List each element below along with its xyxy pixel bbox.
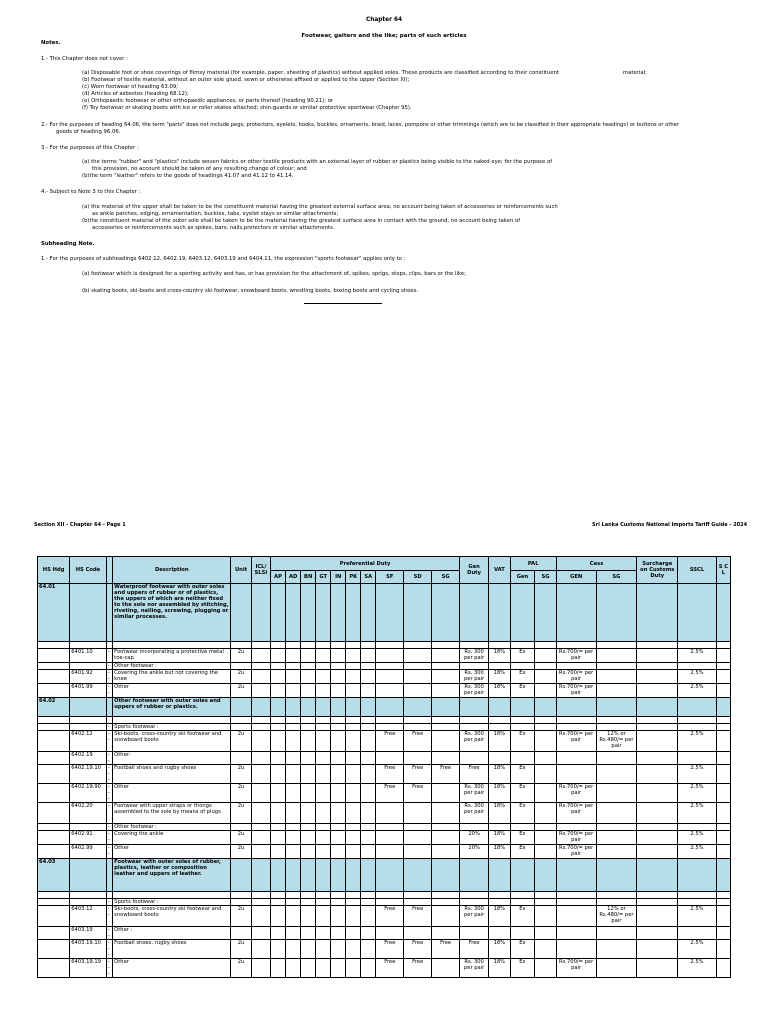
hs-code-cell: 6401.10 [70, 649, 107, 663]
note-3a: (a) the terms "rubber" and "plastics" include woven fabrics or other textile products with an external layer of rubber or plastics being visible to the naked eye; for the purpose of [82, 159, 553, 165]
col-bn: BN [301, 571, 316, 584]
description-cell: Other footwear : [113, 663, 231, 670]
hs-code-cell: 6402.12 [70, 731, 107, 752]
col-pal: PAL [510, 557, 556, 571]
table-row: - Sports footwear : [38, 899, 731, 906]
table-body [38, 584, 731, 978]
col-unit: Unit [231, 557, 251, 584]
table-row: 6403.12 -- Ski-boots, cross-country ski footwear and snowboard boots 2u Free Free Rs. 300 per pair 18% Ex 12% or Rs.480/= per pair 2.5% [38, 906, 731, 927]
col-cess: Cess [556, 557, 637, 571]
col-pk: PK [346, 571, 361, 584]
footer-right: Sri Lanka Customs National Imports Tariff Guide - 2024 [592, 522, 748, 528]
table-row: 6403.19 -- Other : [38, 927, 731, 940]
col-sa: SA [361, 571, 376, 584]
col-surcharge: Surcharge on Customs Duty [637, 557, 678, 584]
table-row: 6401.99 -- Other 2u Rs. 300 per pair 18% Ex Rs.700/= per pair 2.5% [38, 684, 731, 698]
note-1c: (c) Worn footwear of heading 63.09; [82, 84, 178, 90]
col-description: Description [113, 557, 231, 584]
chapter-title: Chapter 64 [365, 17, 403, 23]
col-preferential-duty: Preferential Duty [271, 557, 460, 571]
note-1f: (f) Toy footwear or skating boots with ice or roller skates attached; shin-guards or similar protective sportwear (Chapter 95). [82, 105, 412, 111]
note-4b-cont: accessories or reinforcements such as spikes, bars, nails,protectors or similar attachments. [92, 225, 335, 231]
tariff-table [37, 556, 731, 978]
hs-code-cell: 6401.99 [70, 684, 107, 698]
table-row: 6402.99 -- Other 2u 20% 18% Ex Rs.700/= per pair 2.5% [38, 845, 731, 859]
table-row: 6402.12 -- Ski-boots, cross-country ski footwear and snowboard boots 2u Free Free Rs. 300 per pair 18% Ex Rs.700/= per pair 12% or Rs.480/= per pair 2.5% [38, 731, 731, 752]
description-cell: Sports footwear : [113, 899, 231, 906]
table-header [38, 557, 731, 584]
table-row-heading [38, 584, 731, 642]
hs-code-cell: 6402.99 [70, 845, 107, 859]
table-row: - Other footwear : [38, 663, 731, 670]
description-cell: Covering the ankle [113, 831, 231, 845]
heading-number: 64.02 [38, 698, 70, 717]
table-row: 6402.19.10 --- Football shoes and rugby shoes 2u Free Free Free Free 18% Ex 2.5% [38, 765, 731, 784]
note-3b: (b)the term "leather" refers to the goods of headings 41.07 and 41.12 to 41.14. [82, 173, 294, 179]
description-cell: Ski-boots, cross-country ski footwear and snowboard boots [113, 731, 231, 752]
col-pal-sg: SG [535, 571, 556, 584]
hs-code-cell: 6402.19.90 [70, 784, 107, 803]
description-cell: Other [113, 845, 231, 859]
note-1-intro: 1.- This Chapter does not cover : [41, 56, 128, 62]
col-hs-hdg: HS Hdg [38, 557, 70, 584]
table-row: 6402.20 - Footwear with upper straps or thongs assembled to the sole by means of plugs 2u Rs. 300 per pair 18% Ex Rs.700/= per pair 2.5% [38, 803, 731, 824]
note-1e: (e) Orthopaedic footwear or other orthopaedic appliances, or parts thereof (heading 90.21); or [82, 98, 334, 104]
col-pal-gen: Gen [510, 571, 535, 584]
table-row: 6401.10 - Footwear incorporating a protective metal toe-cap 2u Rs. 300 per pair 18% Ex Rs.700/= per pair 2.5% [38, 649, 731, 663]
note-1d: (d) Articles of asbestos (heading 68.12); [82, 91, 189, 97]
description-cell: Covering the ankle but not covering the knee [113, 670, 231, 684]
table-row: 6401.92 -- Covering the ankle but not covering the knee 2u Rs. 300 per pair 18% Ex Rs.700/= per pair 2.5% [38, 670, 731, 684]
description-cell: Other [113, 684, 231, 698]
subheading-note-1a: (a) footwear which is designed for a sporting activity and has, or has provision for the attachment of, spikes, sprigs, stops, clips, bars or the like; [82, 271, 466, 277]
col-sf: SF [376, 571, 404, 584]
description-cell: Other [113, 784, 231, 803]
table-row: 6403.19.19 --- Other 2u Free Free Rs. 300 per pair 18% Ex Rs.700/= per pair 2.5% [38, 959, 731, 978]
note-3a-cont: this provision, no account should be taken of any resulting change of colour; and [92, 166, 307, 172]
table-row-spacer [38, 642, 731, 649]
note-2: 2.- For the purposes of heading 64.06, the term "parts" does not include pegs, protectors, eyelets, hooks, buckles, ornaments, braid, laces, pompons or other trimmings (which are to be classified in their appropriate headings) or buttons or other [41, 122, 679, 128]
col-scl: S C L [716, 557, 730, 584]
description-cell: Football shoes and rugby shoes [113, 765, 231, 784]
note-1a: (a) Disposable foot or shoe coverings of flimsy material (for example, paper, sheeting of plastics) without applied soles. These products are classified according to their constituent [82, 70, 560, 76]
note-4a: (a) the material of the upper shall be taken to be the constituent material having the greatest external surface area, no account being taken of accessories or reinforcements such [82, 204, 558, 210]
col-ad: AD [286, 571, 301, 584]
col-in: IN [331, 571, 346, 584]
description-cell: Footwear incorporating a protective metal toe-cap [113, 649, 231, 663]
note-1b: (b) Footwear of textile material, without an outer sole glued, sewn or otherwise affixed or applied to the upper (Section XI); [82, 77, 410, 83]
col-sd: SD [404, 571, 432, 584]
table-row: 6402.19.90 --- Other 2u Free Free Rs. 300 per pair 18% Ex Rs.700/= per pair 2.5% [38, 784, 731, 803]
col-gt: GT [316, 571, 331, 584]
description-cell: Other : [113, 927, 231, 940]
table-row-spacer [38, 892, 731, 899]
col-sg: SG [432, 571, 460, 584]
col-sscl: SSCL [678, 557, 717, 584]
heading-description: Other footwear with outer soles and uppers of rubber or plastics. [113, 698, 231, 717]
description-cell: Other: [113, 752, 231, 765]
heading-description: Waterproof footwear with outer soles and uppers of rubber or of plastics, the uppers of which are neither fixed to the sole nor assembled by stitching, riveting, nailing, screwing, plugging or similar processes. [113, 584, 231, 642]
table-row: 6402.91 -- Covering the ankle 2u 20% 18% Ex Rs.700/= per pair 2.5% [38, 831, 731, 845]
subheading-note-1b: (b) skating boots, ski-boots and cross-country ski footwear, snowboard boots, wrestling boots, boxing boots and cycling shoes. [82, 288, 419, 294]
heading-number: 64.01 [38, 584, 70, 642]
note-2-cont: goods of heading 96.06. [56, 129, 121, 135]
hs-code-cell: 6402.91 [70, 831, 107, 845]
note-4a-cont: as ankle patches, edging, ornamentation, buckles, tabs, eyelet stays or similar attachments; [92, 211, 339, 217]
col-icl: ICL/ SLSI [251, 557, 270, 584]
description-cell: Other footwear : [113, 824, 231, 831]
col-vat: VAT [489, 557, 510, 584]
col-ap: AP [271, 571, 286, 584]
description-cell: Ski-boots, cross-country ski footwear and snowboard boots [113, 906, 231, 927]
hs-code-cell: 6403.12 [70, 906, 107, 927]
hs-code-cell: 6403.19 [70, 927, 107, 940]
heading-description: Footwear with outer soles of rubber, plastics, leather or composition leather and uppers of leather. [113, 859, 231, 892]
table-row: 6402.19 -- Other: [38, 752, 731, 765]
note-3-intro: 3.- For the purposes of this Chapter : [41, 145, 139, 151]
hs-code-cell: 6402.19.10 [70, 765, 107, 784]
description-cell: Sports footwear : [113, 724, 231, 731]
table-row: - Other footwear : [38, 824, 731, 831]
subheading-note-1: 1.- For the purposes of subheadings 6402.12, 6402.19, 6403.12, 6403.19 and 6404.11, the expression "sports footwear" applies only to : [41, 256, 406, 262]
footer-left: Section XII - Chapter 64 - Page 1 [34, 522, 126, 528]
hs-code-cell: 6402.20 [70, 803, 107, 824]
hs-code-cell: 6403.19.19 [70, 959, 107, 978]
table-row: 6403.19.10 --- Football shoes, rugby shoes 2u Free Free Free Free 18% Ex 2.5% [38, 940, 731, 959]
hs-code-cell: 6401.92 [70, 670, 107, 684]
notes-heading: Notes. [41, 40, 61, 46]
section-divider [304, 303, 382, 304]
col-hs-code: HS Code [70, 557, 107, 584]
description-cell: Other [113, 959, 231, 978]
table-row-spacer [38, 717, 731, 724]
subheading-note-heading: Subheading Note. [41, 241, 95, 247]
heading-number: 64.03 [38, 859, 70, 892]
col-gen-duty: Gen Duty [460, 557, 489, 584]
note-4-intro: 4.- Subject to Note 3 to this Chapter : [41, 189, 141, 195]
table-row-heading [38, 698, 731, 717]
col-cess-sg: SG [596, 571, 637, 584]
col-cess-gen: GEN [556, 571, 596, 584]
table-row: - Sports footwear : [38, 724, 731, 731]
chapter-subtitle: Footwear, gaiters and the like; parts of such articles [301, 33, 467, 39]
note-1a-end: material; [623, 70, 647, 76]
description-cell: Football shoes, rugby shoes [113, 940, 231, 959]
hs-code-cell: 6403.19.10 [70, 940, 107, 959]
description-cell: Footwear with upper straps or thongs assembled to the sole by means of plugs [113, 803, 231, 824]
note-4b: (b)the constituent material of the outer sole shall be taken to be the material having the greatest surface area in contact with the ground, no account being taken of [82, 218, 521, 224]
hs-code-cell: 6402.19 [70, 752, 107, 765]
table-row-heading [38, 859, 731, 892]
